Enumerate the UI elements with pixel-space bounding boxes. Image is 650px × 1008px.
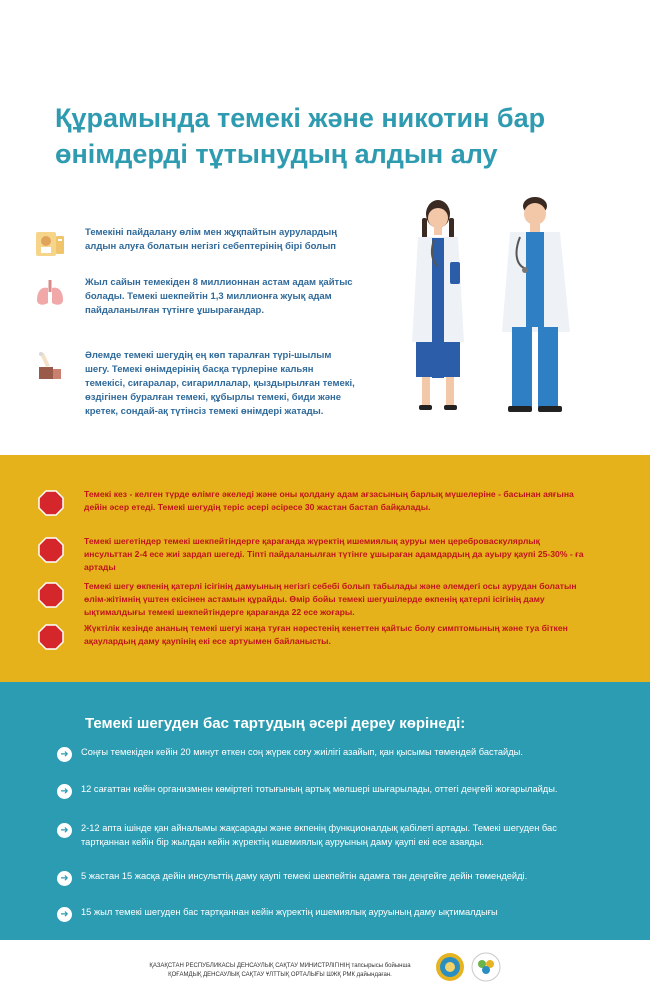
warning-text: Темекі кез - келген түрде өлімге әкеледі және оны қолдану адам ағзасының барлық мүшелеріне - басынан аяғына дейін әсер етеді. Темекі шегудің теріс әсері әсіресе 30 жастан бастап байқалады.	[84, 489, 574, 512]
benefit-item	[57, 821, 586, 849]
benefit-text: Соңғы темекіден кейін 20 минут өткен соң жүрек соғу жиілігі азайып, қан қысымы төмендей бастайды.	[81, 747, 523, 757]
arrow-right-icon: ➜	[57, 784, 72, 799]
benefit-text: 2-12 апта ішінде қан айналымы жақсарады және өкпенің функционалдық қабілеті артады. Темекі шегуден бас тартқаннан кейін бір жылдан кейін жүректің ишемиялық ауруының даму қаупі екі есе азаяды.	[81, 823, 557, 847]
arrow-right-icon: ➜	[57, 871, 72, 886]
intro-item	[33, 276, 355, 318]
stop-sign-icon	[38, 624, 64, 650]
arrow-right-icon: ➜	[57, 747, 72, 762]
warning-item	[38, 622, 584, 650]
intro-text: Темекіні пайдалану өлім мен жұқпайтын аурулардың алдын алуға болатын негізгі себептерінің бірі болып	[85, 227, 338, 252]
benefit-text: 12 сағаттан кейін организмнен көміртегі тотығының артық мөлшері шығарылады, оттегі деңгейі жоғарылайды.	[81, 784, 558, 794]
warning-item	[38, 535, 584, 574]
intro-text: Әлемде темекі шегудің ең көп таралған түрі-шылым шегу. Темекі өнімдерінің басқа түрлеріне кальян темекісі, сигаралар, сигариллалар, қыздырылған темекі, өздігінен буралған темекі, құбырлы темекі, биди және кретек, сондай-ақ түтінсіз темекі өнімдері жатады.	[85, 350, 355, 417]
intro-text: Жыл сайын темекіден 8 миллионнан астам адам қайтыс болады. Темекі шекпейтін 1,3 миллионға жуық адам пайдаланылған түтінге ұшырағандар.	[85, 277, 353, 316]
intro-item	[33, 226, 355, 260]
page-title: Құрамында темекі және никотин бар өнімдерді тұтынудың алдын алу	[55, 103, 546, 169]
doctors-illustration	[390, 192, 590, 432]
benefit-item	[57, 782, 586, 799]
intro-item	[33, 349, 355, 419]
female-doctor-figure	[412, 200, 464, 410]
benefit-item	[57, 905, 586, 922]
male-doctor-figure	[502, 197, 570, 412]
benefit-item	[57, 869, 586, 886]
benefit-item	[57, 745, 586, 762]
stop-sign-icon	[38, 490, 64, 516]
benefit-text: 5 жастан 15 жасқа дейін инсульттің даму қаупі темекі шекпейтін адамға тән деңгейге дейін төмендейді.	[81, 871, 528, 881]
warning-text: Жүктілік кезінде ананың темекі шегуі жаңа туған нәрестенің кенеттен қайтыс болу симптомының және туа біткен ақаулардың даму қаупінің екі есе артуымен байланысты.	[84, 623, 568, 646]
cigarette-icon	[33, 349, 67, 383]
warning-text: Темекі шегу өкпенің қатерлі ісігінің дамуының негізгі себебі болып табылады және әлемдегі осы аурудан болатын өлім-жітімнің үштен екісінен астамын құрайды. Өмір бойы темекі шегушілерде өкпенің қатерлі ісігінің даму ықтималдығы темекі шекпейтіндерге қарағанда 22 есе жоғары.	[84, 581, 577, 617]
benefits-heading: Темекі шегуден бас тартудың әсері дереу көрінеді:	[85, 715, 466, 732]
arrow-right-icon: ➜	[57, 823, 72, 838]
arrow-right-icon: ➜	[57, 907, 72, 922]
footer-credits	[130, 962, 430, 979]
stop-sign-icon	[38, 582, 64, 608]
state-emblem-logo	[435, 952, 465, 982]
doctor-card-icon	[33, 226, 67, 260]
footer-line: ҚОҒАМДЫҚ ДЕНСАУЛЫҚ САҚТАУ ҰЛТТЫҚ ОРТАЛЫҒЫ ШЖҚ РМК дайындаған.	[168, 971, 392, 978]
lungs-icon	[33, 276, 67, 310]
footer-line: ҚАЗАҚСТАН РЕСПУБЛИКАСЫ ДЕНСАУЛЫҚ САҚТАУ МИНИСТРЛІГІНІҢ тапсырысы бойынша	[149, 963, 411, 969]
warning-item	[38, 580, 584, 619]
benefit-text: 15 жыл темекі шегуден бас тартқаннан кейін жүректің ишемиялық ауруының даму ықтималдығы	[81, 907, 498, 917]
stop-sign-icon	[38, 537, 64, 563]
warning-text: Темекі шегетіндер темекі шекпейтіндерге қарағанда жүректің ишемиялық ауруы мен цереброваскулярлық инсульттан 2-4 есе жиі зардап шегеді. Тіпті пайдаланылған түтінге ұшыраған адамдардың да ауыру қаупі 25-30% - ға артады	[84, 536, 584, 572]
warning-item	[38, 488, 584, 516]
health-center-logo	[471, 952, 501, 982]
